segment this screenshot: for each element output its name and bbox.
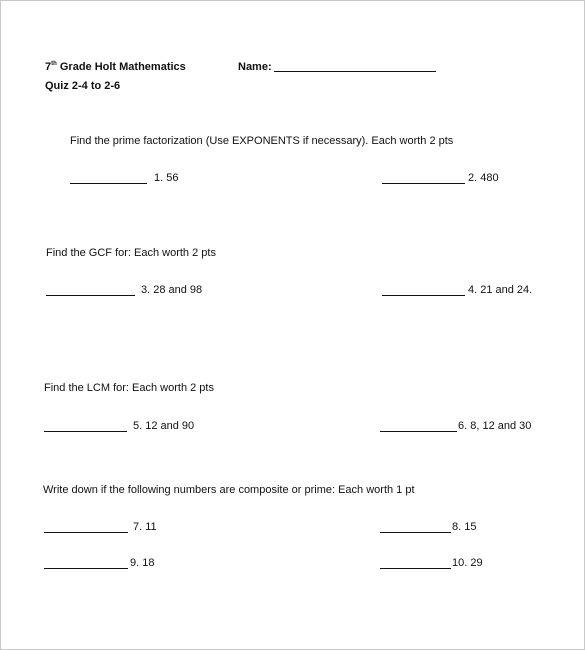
question-10: 10. 29 [452, 557, 483, 569]
answer-line-2[interactable] [382, 183, 465, 184]
quiz-title: Quiz 2-4 to 2-6 [45, 80, 121, 92]
question-9: 9. 18 [130, 557, 155, 569]
answer-line-10[interactable] [380, 568, 451, 569]
answer-line-4[interactable] [382, 295, 465, 296]
grade-number: 7 [45, 61, 52, 73]
name-field [238, 61, 436, 73]
section-1-instruction: Find the prime factorization (Use EXPONENTS if necessary). Each worth 2 pts [70, 135, 454, 147]
question-3: 3. 28 and 98 [141, 284, 203, 296]
section-4-instruction: Write down if the following numbers are composite or prime: Each worth 1 pt [43, 484, 415, 496]
answer-line-5[interactable] [44, 431, 127, 432]
grade-suffix: th [51, 61, 57, 67]
answer-line-1[interactable] [70, 183, 147, 184]
section-2-instruction: Find the GCF for: Each worth 2 pts [46, 247, 216, 259]
question-6: 6. 8, 12 and 30 [458, 420, 532, 432]
section-3-instruction: Find the LCM for: Each worth 2 pts [44, 382, 214, 394]
question-4: 4. 21 and 24. [468, 284, 533, 296]
question-2: 2. 480 [468, 172, 499, 184]
course-title [45, 61, 186, 73]
name-label: Name: [238, 61, 272, 73]
answer-line-9[interactable] [44, 568, 128, 569]
question-1: 1. 56 [154, 172, 179, 184]
answer-line-8[interactable] [380, 532, 451, 533]
answer-line-7[interactable] [44, 532, 128, 533]
question-7: 7. 11 [133, 521, 157, 533]
answer-line-3[interactable] [46, 295, 135, 296]
course-name: Grade Holt Mathematics [59, 61, 186, 73]
answer-line-6[interactable] [380, 431, 457, 432]
question-8: 8. 15 [452, 521, 477, 533]
question-5: 5. 12 and 90 [133, 420, 195, 432]
name-blank-line[interactable] [274, 61, 436, 72]
